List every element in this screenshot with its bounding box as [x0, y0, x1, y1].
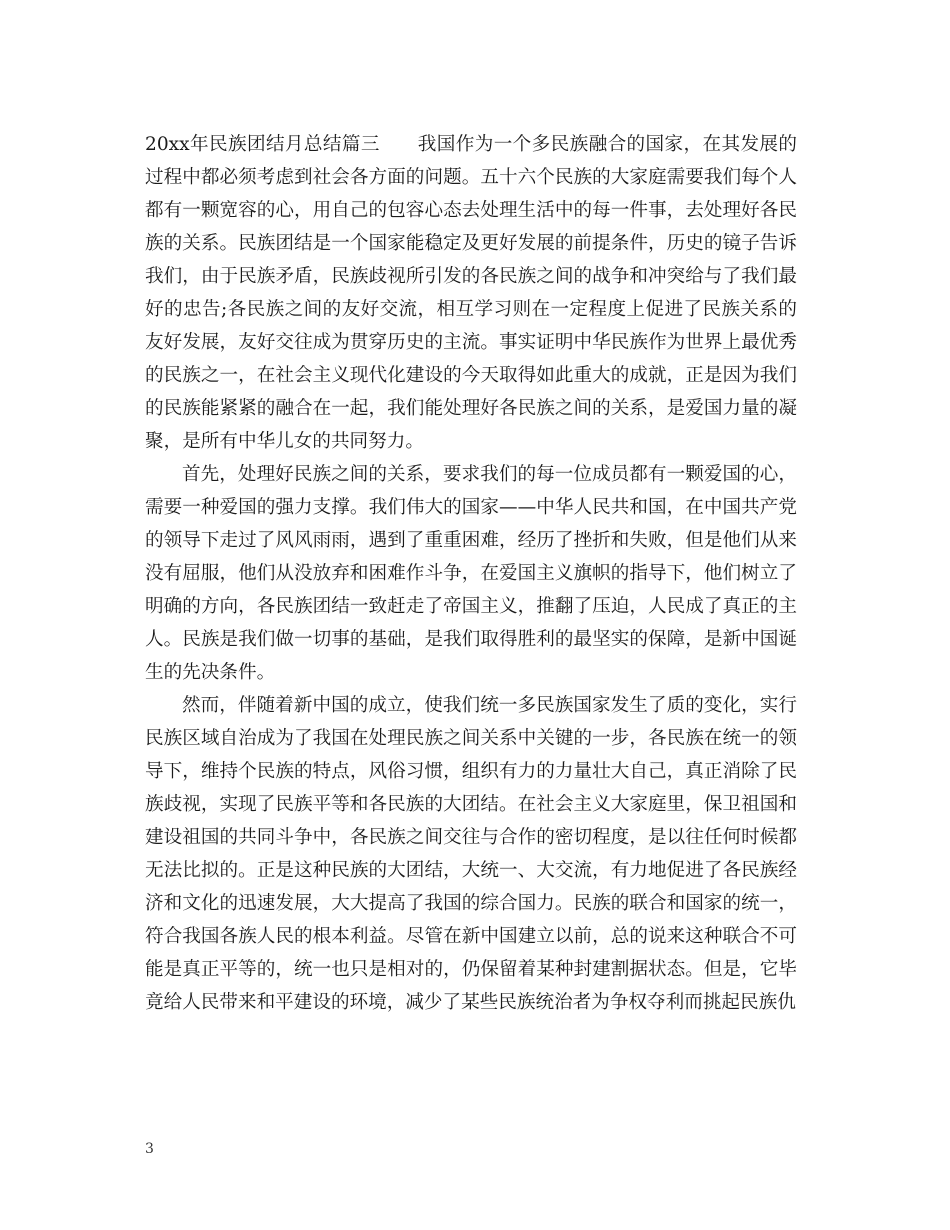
- paragraph-however: 然而，伴随着新中国的成立，使我们统一多民族国家发生了质的变化，实行民族区域自治成为了我国在处理民族之间关系中关键的一步，各民族在统一的领导下，维持个民族的特点，风俗习惯，组织有力的力量壮大自己，真正消除了民族歧视，实现了民族平等和各民族的大团结。在社会主义大家庭里，保卫祖国和建设祖国的共同斗争中，各民族之间交往与合作的密切程度，是以往任何时候都无法比拟的。正是这种民族的大团结，大统一、大交流，有力地促进了各民族经济和文化的迅速发展，大大提高了我国的综合国力。民族的联合和国家的统一，符合我国各族人民的根本利益。尽管在新中国建立以前，总的说来这种联合不可能是真正平等的，统一也只是相对的，仍保留着某种封建割据状态。但是，它毕竟给人民带来和平建设的环境，减少了某些民族统治者为争权夺利而挑起民族仇: [145, 695, 797, 1013]
- document-body: [145, 128, 797, 1019]
- paragraph-first: 首先，处理好民族之间的关系，要求我们的每一位成员都有一颗爱国的心，需要一种爱国的强力支撑。我们伟大的国家——中华人民共和国，在中国共产党的领导下走过了风风雨雨，遇到了重重困难，经历了挫折和失败，但是他们从来没有屈服，他们从没放弃和困难作斗争，在爱国主义旗帜的指导下，他们树立了明确的方向，各民族团结一致赶走了帝国主义，推翻了压迫，人民成了真正的主人。民族是我们做一切事的基础，是我们取得胜利的最坚实的保障，是新中国诞生的先决条件。: [145, 464, 797, 683]
- page-number: 3: [145, 1141, 154, 1157]
- paragraph-intro: 20xx年民族团结月总结篇三 我国作为一个多民族融合的国家，在其发展的过程中都必须考虑到社会各方面的问题。五十六个民族的大家庭需要我们每个人都有一颗宽容的心，用自己的包容心态去处理生活中的每一件事，去处理好各民族的关系。民族团结是一个国家能稳定及更好发展的前提条件，历史的镜子告诉我们，由于民族矛盾，民族歧视所引发的各民族之间的战争和冲突给与了我们最好的忠告;各民族之间的友好交流，相互学习则在一定程度上促进了民族关系的友好发展，友好交往成为贯穿历史的主流。事实证明中华民族作为世界上最优秀的民族之一，在社会主义现代化建设的今天取得如此重大的成就，正是因为我们的民族能紧紧的融合在一起，我们能处理好各民族之间的关系，是爱国力量的凝聚，是所有中华儿女的共同努力。: [145, 134, 797, 452]
